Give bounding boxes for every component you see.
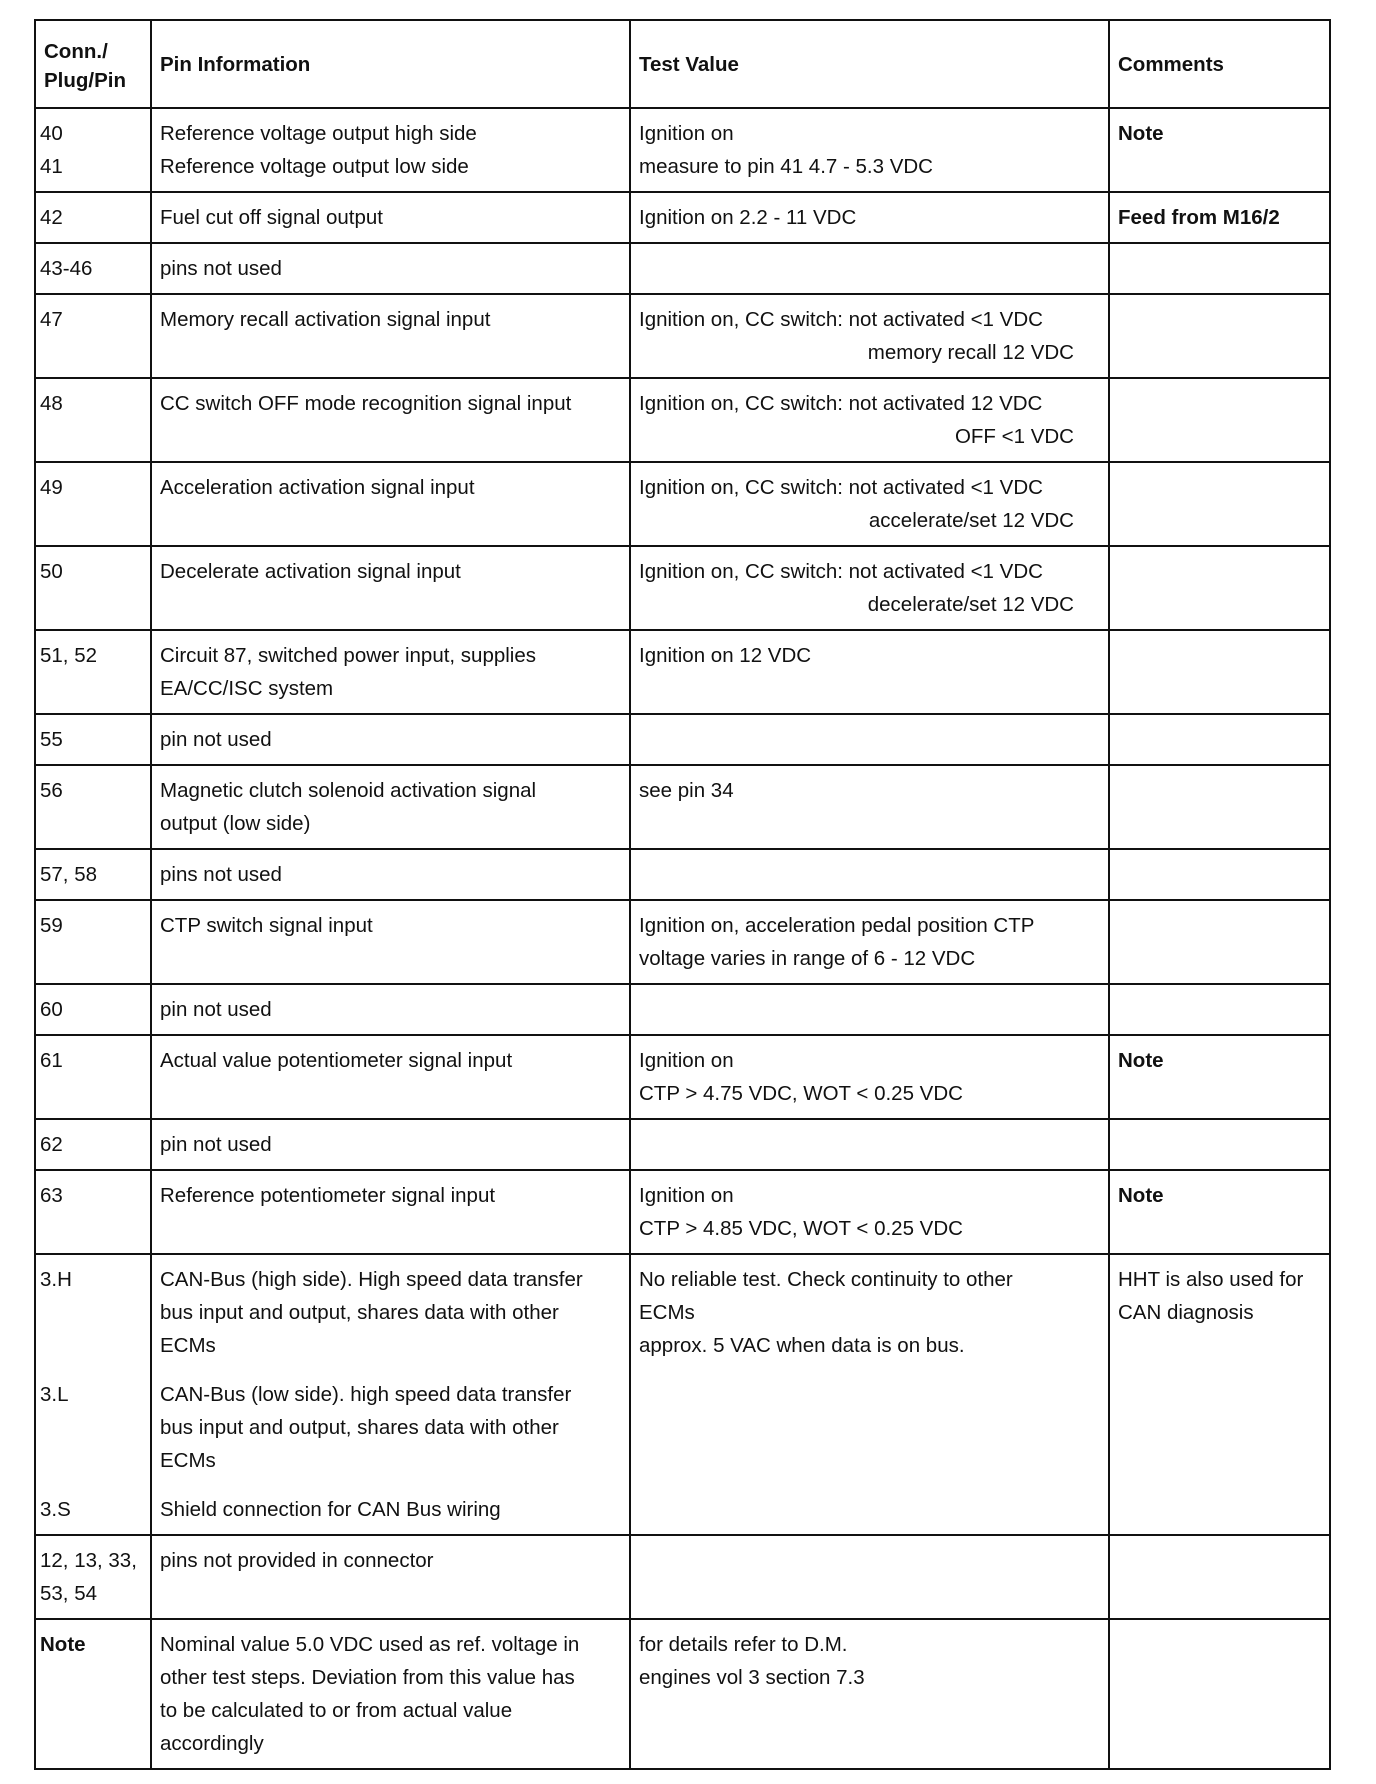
table-row	[35, 462, 1330, 546]
note-label: Note	[1118, 1049, 1164, 1072]
pin-cell: 55	[35, 714, 151, 765]
info-cell: CC switch OFF mode recognition signal input	[151, 378, 630, 462]
info-cell: Nominal value 5.0 VDC used as ref. voltage in other test steps. Deviation from this value has to be calculated to or from actual value accordingly	[151, 1619, 630, 1769]
test-cell	[630, 1535, 1109, 1619]
comment-cell	[1109, 294, 1330, 378]
pin-cell: Note	[35, 1619, 151, 1769]
table-row	[35, 1535, 1330, 1619]
pin-cell	[35, 1254, 151, 1535]
table-row	[35, 192, 1330, 243]
header-row	[35, 20, 1330, 108]
pin-cell: 43-46	[35, 243, 151, 294]
pin-cell: 60	[35, 984, 151, 1035]
table-row	[35, 294, 1330, 378]
comment-cell	[1109, 1619, 1330, 1769]
note-label: Note	[1118, 1184, 1164, 1207]
test-cell: Ignition on CTP > 4.85 VDC, WOT < 0.25 VDC	[630, 1170, 1109, 1254]
info-cell: pins not used	[151, 849, 630, 900]
info-cell: CAN-Bus (high side). High speed data transfer bus input and output, shares data with other ECMs CAN-Bus (low side). high speed data transfer bus input and output, shares data with other ECMs Shield connection for CAN Bus wiring	[151, 1254, 630, 1535]
test-cell: Ignition on 12 VDC	[630, 630, 1109, 714]
comment-cell	[1109, 1170, 1330, 1254]
comment-cell	[1109, 1035, 1330, 1119]
info-cell: pin not used	[151, 714, 630, 765]
table-row	[35, 630, 1330, 714]
pin-cell: 42	[35, 192, 151, 243]
info-cell: pin not used	[151, 1119, 630, 1170]
comment-cell	[1109, 984, 1330, 1035]
header-test-value: Test Value	[630, 20, 1109, 108]
table-row	[35, 378, 1330, 462]
pin-cell: 51, 52	[35, 630, 151, 714]
comment-cell	[1109, 849, 1330, 900]
pin-3h: 3.H	[40, 1268, 72, 1291]
info-cell: CTP switch signal input	[151, 900, 630, 984]
info-cell: Reference potentiometer signal input	[151, 1170, 630, 1254]
pin-cell: 57, 58	[35, 849, 151, 900]
test-cell: Ignition on measure to pin 41 4.7 - 5.3 VDC	[630, 108, 1109, 192]
comment-cell	[1109, 378, 1330, 462]
table-row	[35, 984, 1330, 1035]
test-cell	[630, 849, 1109, 900]
table-row	[35, 714, 1330, 765]
table-row	[35, 108, 1330, 192]
info-cell: pins not used	[151, 243, 630, 294]
test-cell: Ignition on, CC switch: not activated <1 VDC accelerate/set 12 VDC	[630, 462, 1109, 546]
table-row	[35, 546, 1330, 630]
comment-cell: HHT is also used for CAN diagnosis	[1109, 1254, 1330, 1535]
pin-cell: 59	[35, 900, 151, 984]
pin-cell: 63	[35, 1170, 151, 1254]
note-label: Feed from M16/2	[1118, 206, 1280, 229]
comment-cell	[1109, 108, 1330, 192]
test-cell: Ignition on, CC switch: not activated <1 VDC memory recall 12 VDC	[630, 294, 1109, 378]
pin-cell: 47	[35, 294, 151, 378]
pin-3s: 3.S	[40, 1498, 71, 1521]
pin-cell: 40 41	[35, 108, 151, 192]
info-cell: Decelerate activation signal input	[151, 546, 630, 630]
info-cell: Memory recall activation signal input	[151, 294, 630, 378]
table-row	[35, 849, 1330, 900]
header-conn-plug-pin: Conn./ Plug/Pin	[35, 20, 151, 108]
comment-cell	[1109, 1535, 1330, 1619]
test-cell: No reliable test. Check continuity to other ECMs approx. 5 VAC when data is on bus.	[630, 1254, 1109, 1535]
test-cell: Ignition on, CC switch: not activated 12 VDC OFF <1 VDC	[630, 378, 1109, 462]
info-cell: pins not provided in connector	[151, 1535, 630, 1619]
table-row-can-bus	[35, 1254, 1330, 1535]
header-pin-information: Pin Information	[151, 20, 630, 108]
pin-cell: 62	[35, 1119, 151, 1170]
test-cell: Ignition on 2.2 - 11 VDC	[630, 192, 1109, 243]
test-cell: for details refer to D.M. engines vol 3 section 7.3	[630, 1619, 1109, 1769]
pin-cell: 49	[35, 462, 151, 546]
table-row	[35, 243, 1330, 294]
table-row	[35, 1035, 1330, 1119]
table-row	[35, 900, 1330, 984]
pin-cell: 12, 13, 33, 53, 54	[35, 1535, 151, 1619]
table-body	[35, 108, 1330, 1769]
test-cell	[630, 714, 1109, 765]
table-row	[35, 1119, 1330, 1170]
pin-cell: 50	[35, 546, 151, 630]
comment-cell	[1109, 546, 1330, 630]
info-cell: pin not used	[151, 984, 630, 1035]
test-cell: see pin 34	[630, 765, 1109, 849]
test-cell	[630, 243, 1109, 294]
pin-cell: 56	[35, 765, 151, 849]
test-cell: Ignition on, acceleration pedal position CTP voltage varies in range of 6 - 12 VDC	[630, 900, 1109, 984]
table-row	[35, 765, 1330, 849]
pin-cell: 61	[35, 1035, 151, 1119]
pin-table	[34, 19, 1331, 1770]
pin-cell: 48	[35, 378, 151, 462]
comment-cell	[1109, 714, 1330, 765]
test-cell: Ignition on CTP > 4.75 VDC, WOT < 0.25 VDC	[630, 1035, 1109, 1119]
comment-cell	[1109, 900, 1330, 984]
comment-cell	[1109, 243, 1330, 294]
comment-cell	[1109, 630, 1330, 714]
comment-cell	[1109, 462, 1330, 546]
table-row	[35, 1619, 1330, 1769]
info-cell: Circuit 87, switched power input, supplies EA/CC/ISC system	[151, 630, 630, 714]
test-cell	[630, 984, 1109, 1035]
note-label: Note	[1118, 122, 1164, 145]
test-cell	[630, 1119, 1109, 1170]
table-row	[35, 1170, 1330, 1254]
comment-cell	[1109, 765, 1330, 849]
comment-cell	[1109, 1119, 1330, 1170]
comment-cell	[1109, 192, 1330, 243]
info-cell: Magnetic clutch solenoid activation signal output (low side)	[151, 765, 630, 849]
info-cell: Fuel cut off signal output	[151, 192, 630, 243]
info-cell: Reference voltage output high side Reference voltage output low side	[151, 108, 630, 192]
header-comments: Comments	[1109, 20, 1330, 108]
info-cell: Acceleration activation signal input	[151, 462, 630, 546]
info-cell: Actual value potentiometer signal input	[151, 1035, 630, 1119]
pin-3l: 3.L	[40, 1383, 69, 1406]
test-cell: Ignition on, CC switch: not activated <1 VDC decelerate/set 12 VDC	[630, 546, 1109, 630]
